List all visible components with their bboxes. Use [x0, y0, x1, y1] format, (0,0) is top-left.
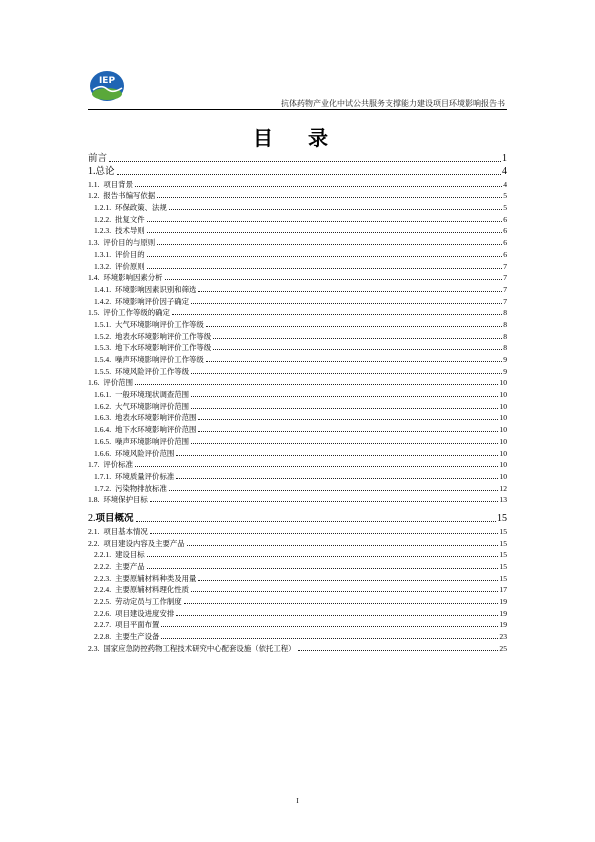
toc-entry-page: 15	[499, 526, 507, 536]
toc-entry-page: 10	[499, 390, 507, 400]
toc-entry-page: 10	[499, 401, 507, 411]
toc-entry-number: 1.6.4.	[94, 425, 112, 435]
toc-entry-number: 1.3.	[88, 238, 100, 248]
toc-entry-page: 8	[503, 308, 507, 318]
toc-entry-number: 1.2.2.	[94, 214, 112, 224]
toc-entry[interactable]	[88, 201, 507, 213]
toc-entry-page: 9	[503, 355, 507, 364]
toc-entry-title: 主要生产设备	[115, 632, 160, 642]
toc-entry[interactable]	[88, 365, 507, 377]
toc-entry[interactable]	[88, 619, 507, 631]
toc-leader-dots	[191, 443, 498, 444]
toc-entry-title: 评价目的与原则	[103, 238, 156, 248]
toc-entry-title: 环境影响评价因子确定	[115, 296, 190, 306]
toc-entry[interactable]	[88, 283, 507, 295]
toc-entry[interactable]	[88, 470, 507, 482]
toc-entry-title: 大气环境影响评价范围	[115, 401, 190, 411]
toc-entry-number: 1.5.1.	[94, 319, 112, 329]
toc-entry-page: 4	[503, 179, 507, 189]
toc-entry-number: 1.7.2.	[94, 483, 112, 493]
toc-entry-number: 2.2.6.	[94, 608, 112, 618]
toc-leader-dots	[157, 197, 502, 198]
toc-leader-dots	[298, 650, 499, 651]
toc-leader-dots	[161, 638, 498, 639]
toc-entry-title: 地下水环境影响评价工作等级	[115, 343, 212, 353]
toc-entry-title: 环境保护目标	[103, 495, 148, 505]
toc-leader-dots	[198, 580, 498, 581]
toc-entry[interactable]	[88, 295, 507, 307]
toc-entry-page: 17	[499, 585, 507, 595]
toc-entry-page: 10	[499, 471, 507, 481]
toc-entry-page: 10	[499, 436, 507, 446]
toc-entry[interactable]	[88, 330, 507, 342]
toc-entry-page: 15	[499, 550, 507, 560]
toc-entry-page: 25	[499, 643, 507, 653]
toc-entry[interactable]	[88, 178, 507, 190]
toc-leader-dots	[213, 338, 502, 339]
toc-leader-dots	[198, 431, 498, 432]
toc-leader-dots	[117, 174, 501, 175]
toc-leader-dots	[147, 568, 499, 569]
toc-entry[interactable]	[88, 584, 507, 596]
toc-entry-number: 2.2.3.	[94, 573, 112, 583]
toc-entry-number: 2.2.7.	[94, 620, 112, 630]
toc-leader-dots	[147, 556, 499, 557]
toc-entry-page: 4	[502, 166, 507, 177]
toc-entry-page: 8	[503, 319, 507, 329]
header-divider	[88, 109, 507, 110]
toc-entry-number: 2.1.	[88, 526, 100, 536]
toc-entry[interactable]	[88, 342, 507, 354]
toc-leader-dots	[176, 478, 498, 479]
toc-entry-page: 1	[502, 153, 507, 164]
toc-entry-title: 一般环境现状调查范围	[115, 390, 190, 400]
toc-entry-title: 主要产品	[115, 562, 145, 571]
toc-entry-number: 2.2.	[88, 538, 100, 548]
toc-leader-dots	[176, 455, 498, 456]
toc-entry-title: 环境质量评价标准	[115, 471, 175, 481]
toc-entry-number: 1.5.5.	[94, 366, 112, 376]
toc-entry[interactable]	[88, 537, 507, 549]
toc-entry-page: 7	[503, 284, 507, 294]
toc-entry-title: 总论	[95, 166, 115, 177]
toc-entry[interactable]	[88, 494, 507, 506]
toc-entry-page: 6	[503, 249, 507, 259]
toc-entry[interactable]	[88, 505, 507, 525]
toc-entry-number: 1.3.1.	[94, 249, 112, 259]
toc-leader-dots	[191, 396, 498, 397]
toc-entry[interactable]	[88, 152, 507, 165]
toc-leader-dots	[206, 326, 502, 327]
toc-leader-dots	[165, 279, 503, 280]
toc-entry-number: 1.3.2.	[94, 261, 112, 271]
toc-entry-title: 评价工作等级的确定	[103, 308, 170, 318]
toc-entry-number: 1.2.	[88, 191, 100, 201]
toc-entry-page: 8	[503, 343, 507, 353]
toc-entry-title: 项目基本情况	[103, 526, 148, 536]
toc-entry-number: 1.6.1.	[94, 390, 112, 400]
toc-leader-dots	[187, 545, 499, 546]
toc-entry-title: 项目建设内容及主要产品	[103, 538, 185, 548]
toc-entry[interactable]	[88, 400, 507, 412]
toc-entry-page: 10	[499, 413, 507, 423]
toc-entry[interactable]	[88, 165, 507, 178]
toc-entry-page: 7	[503, 261, 507, 271]
toc-entry-title: 地表水环境影响评价工作等级	[115, 331, 212, 341]
toc-entry-number: 1.	[88, 166, 96, 177]
toc-entry-page: 10	[499, 460, 507, 470]
toc-entry-number: 1.7.	[88, 460, 100, 470]
toc-leader-dots	[157, 244, 502, 245]
toc-entry-title: 评价原则	[115, 261, 145, 271]
toc-entry-number: 1.6.2.	[94, 401, 112, 411]
toc-entry-page: 10	[499, 425, 507, 435]
toc-entry-title: 噪声环境影响评价范围	[115, 436, 190, 446]
iep-logo	[89, 70, 125, 102]
toc-leader-dots	[206, 361, 502, 362]
toc-entry[interactable]	[88, 353, 507, 365]
toc-entry-page: 23	[499, 632, 507, 642]
toc-entry-number: 1.5.4.	[94, 355, 112, 364]
toc-entry-number: 2.2.8.	[94, 632, 112, 642]
toc-entry[interactable]	[88, 248, 507, 260]
toc-leader-dots	[176, 615, 498, 616]
toc-entry-page: 15	[499, 538, 507, 548]
toc-entry-page: 19	[499, 620, 507, 630]
toc-entry-page: 5	[503, 191, 507, 201]
toc-entry-title: 批复文件	[115, 214, 145, 224]
toc-entry-title: 劳动定员与工作制度	[115, 597, 182, 607]
toc-entry-number: 1.4.1.	[94, 284, 112, 294]
toc-entry[interactable]	[88, 525, 507, 537]
toc-entry-title: 评价范围	[103, 378, 133, 388]
toc-entry-page: 19	[499, 597, 507, 607]
toc-leader-dots	[135, 186, 502, 187]
toc-entry-number: 1.5.3.	[94, 343, 112, 353]
toc-entry-page: 5	[503, 203, 507, 213]
toc-entry-number: 2.3.	[88, 643, 100, 653]
toc-entry-page: 6	[503, 214, 507, 224]
toc-entry-page: 6	[503, 226, 507, 236]
toc-entry-page: 15	[499, 573, 507, 583]
toc-entry[interactable]	[88, 630, 507, 642]
toc-entry-title: 环境影响因素识别和筛选	[115, 284, 197, 294]
toc-entry[interactable]	[88, 213, 507, 225]
toc-entry-number: 1.1.	[88, 179, 100, 189]
toc-entry[interactable]	[88, 377, 507, 389]
toc-entry-title: 环境影响因素分析	[103, 273, 163, 283]
toc-entry[interactable]	[88, 447, 507, 459]
toc-entry-number: 2.	[88, 513, 96, 525]
toc-entry-title: 建设目标	[115, 550, 145, 560]
toc-leader-dots	[147, 256, 503, 257]
toc-leader-dots	[150, 501, 499, 502]
toc-entry[interactable]	[88, 435, 507, 447]
toc-entry-page: 10	[499, 448, 507, 458]
toc-entry-title: 项目背景	[103, 179, 133, 189]
toc-leader-dots	[198, 419, 498, 420]
toc-entry-title: 环保政策、法规	[115, 203, 167, 213]
toc-entry-title: 项目建设进度安排	[115, 608, 175, 618]
toc-entry-title: 前言	[88, 153, 108, 164]
toc-leader-dots	[147, 268, 503, 269]
toc-leader-dots	[147, 232, 503, 233]
toc-entry[interactable]	[88, 607, 507, 619]
toc-entry-number: 1.8.	[88, 495, 100, 505]
toc-entry-page: 7	[503, 273, 507, 283]
logo-text: IEP	[98, 76, 116, 86]
toc-entry[interactable]	[88, 549, 507, 561]
toc-entry-number: 2.2.4.	[94, 585, 112, 595]
toc-entry-title: 评价目的	[115, 249, 145, 259]
page-number: I	[296, 797, 299, 805]
table-of-contents	[88, 152, 507, 654]
toc-entry-number: 1.2.3.	[94, 226, 112, 236]
toc-entry-page: 6	[503, 238, 507, 248]
toc-entry-number: 2.2.2.	[94, 562, 112, 571]
toc-entry[interactable]	[88, 642, 507, 654]
toc-leader-dots	[191, 408, 498, 409]
toc-leader-dots	[109, 161, 501, 162]
toc-entry[interactable]	[88, 318, 507, 330]
toc-entry-number: 2.2.1.	[94, 550, 112, 560]
toc-entry-page: 15	[497, 513, 507, 525]
toc-entry[interactable]	[88, 272, 507, 284]
toc-entry-number: 1.7.1.	[94, 471, 112, 481]
toc-entry-title: 环境风险评价范围	[115, 448, 175, 458]
toc-entry-number: 1.2.1.	[94, 203, 112, 213]
toc-entry-title: 报告书编写依据	[103, 191, 156, 201]
toc-entry-number: 1.4.2.	[94, 296, 112, 306]
toc-entry-page: 8	[503, 331, 507, 341]
toc-leader-dots	[169, 209, 502, 210]
toc-entry-title: 地表水环境影响评价范围	[115, 413, 197, 423]
toc-entry-number: 1.4.	[88, 273, 100, 283]
toc-leader-dots	[191, 591, 498, 592]
toc-leader-dots	[172, 314, 502, 315]
toc-entry[interactable]	[88, 260, 507, 272]
toc-entry-title: 国家应急防控药物工程技术研究中心配套设施（依托工程）	[103, 643, 296, 653]
toc-entry-title: 项目平面布置	[115, 620, 160, 630]
toc-entry-title: 主要原辅材料理化性质	[115, 585, 190, 595]
toc-entry[interactable]	[88, 388, 507, 400]
toc-entry-page: 15	[499, 562, 507, 571]
toc-entry-title: 大气环境影响评价工作等级	[115, 319, 204, 329]
page-title: 目 录	[253, 126, 342, 150]
toc-entry-number: 1.5.	[88, 308, 100, 318]
toc-entry[interactable]	[88, 595, 507, 607]
toc-leader-dots	[135, 466, 498, 467]
toc-entry-title: 环境风险评价工作等级	[115, 366, 190, 376]
document-header-title: 抗体药物产业化中试公共服务支撑能力建设项目环境影响报告书	[281, 99, 505, 108]
toc-entry[interactable]	[88, 225, 507, 237]
toc-leader-dots	[191, 303, 502, 304]
toc-entry-title: 污染物排放标准	[115, 483, 167, 493]
toc-entry[interactable]	[88, 307, 507, 319]
toc-entry-number: 1.6.5.	[94, 436, 112, 446]
toc-entry-number: 2.2.5.	[94, 597, 112, 607]
toc-leader-dots	[191, 373, 502, 374]
toc-leader-dots	[213, 349, 502, 350]
toc-leader-dots	[147, 221, 503, 222]
toc-leader-dots	[198, 291, 502, 292]
toc-entry-number: 1.6.	[88, 378, 100, 388]
toc-entry-title: 项目概况	[95, 513, 134, 525]
toc-entry-number: 1.6.3.	[94, 413, 112, 423]
toc-entry[interactable]	[88, 423, 507, 435]
toc-entry[interactable]	[88, 190, 507, 202]
toc-entry-title: 评价标准	[103, 460, 133, 470]
toc-entry[interactable]	[88, 572, 507, 584]
toc-entry-title: 主要原辅材料种类及用量	[115, 573, 197, 583]
toc-entry[interactable]	[88, 560, 507, 572]
toc-entry-number: 1.6.6.	[94, 448, 112, 458]
toc-leader-dots	[135, 384, 498, 385]
toc-entry[interactable]	[88, 236, 507, 248]
toc-entry[interactable]	[88, 482, 507, 494]
toc-leader-dots	[136, 521, 496, 522]
toc-entry-title: 噪声环境影响评价工作等级	[115, 355, 204, 364]
toc-entry-page: 7	[503, 296, 507, 306]
toc-entry-page: 10	[499, 378, 507, 388]
toc-entry-number: 1.5.2.	[94, 331, 112, 341]
toc-entry[interactable]	[88, 459, 507, 471]
toc-leader-dots	[184, 603, 499, 604]
toc-entry-title: 技术导则	[115, 226, 145, 236]
toc-entry-title: 地下水环境影响评价范围	[115, 425, 197, 435]
toc-entry-page: 13	[499, 495, 507, 505]
toc-entry[interactable]	[88, 412, 507, 424]
toc-entry-page: 19	[499, 608, 507, 618]
toc-entry-page: 12	[499, 483, 507, 493]
toc-leader-dots	[161, 626, 498, 627]
toc-leader-dots	[169, 490, 499, 491]
toc-leader-dots	[150, 533, 499, 534]
toc-entry-page: 9	[503, 366, 507, 376]
